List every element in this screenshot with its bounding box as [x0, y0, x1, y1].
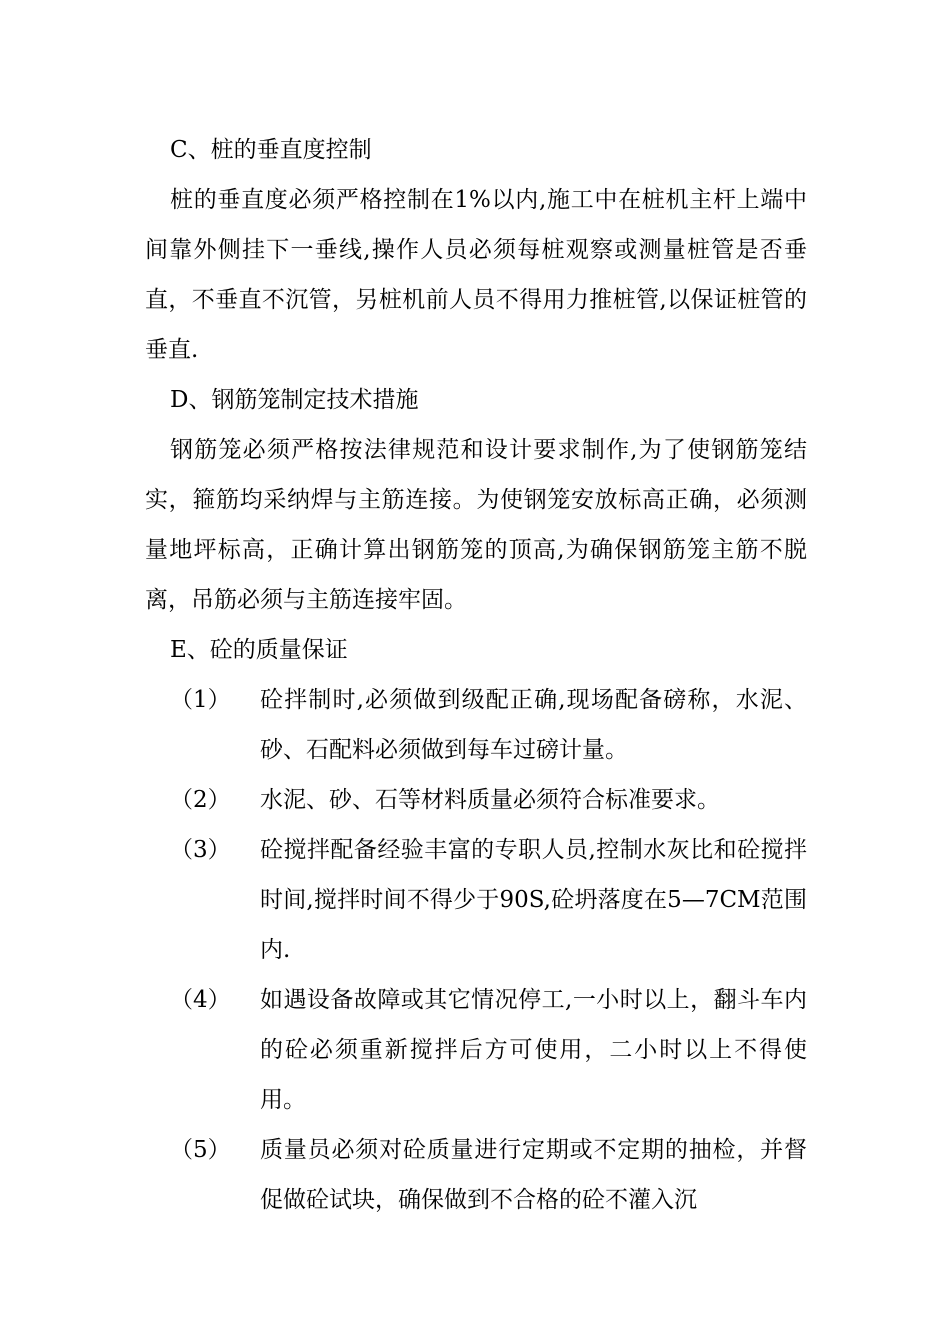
document-page — [145, 125, 807, 1225]
list-item-number: （2） — [170, 787, 231, 813]
list-item — [145, 975, 807, 1125]
list-item-number: （4） — [170, 987, 231, 1013]
list-item — [145, 825, 807, 975]
list-item-text: 质量员必须对砼质量进行定期或不定期的抽检，并督促做砼试块，确保做到不合格的砼不灌入沉 — [260, 1137, 807, 1213]
list-item-text: 水泥、砂、石等材料质量必须符合标准要求。 — [260, 787, 720, 813]
section-d-paragraph: 钢筋笼必须严格按法律规范和设计要求制作,为了使钢筋笼结实，箍筋均采纳焊与主筋连接。为使钢笼安放标高正确，必须测量地坪标高，正确计算出钢筋笼的顶高,为确保钢筋笼主筋不脱离，吊筋必须与主筋连接牢固。 — [145, 437, 807, 613]
list-item — [145, 775, 807, 825]
section-e-heading: E、砼的质量保证 — [170, 637, 348, 663]
list-item-text: 砼搅拌配备经验丰富的专职人员,控制水灰比和砼搅拌时间,搅拌时间不得少于90S,砼坍落度在5—7CM范围内. — [260, 837, 807, 963]
section-e-list — [145, 675, 807, 1225]
list-item — [145, 1125, 807, 1225]
section-c-paragraph: 桩的垂直度必须严格控制在1%以内,施工中在桩机主杆上端中间靠外侧挂下一垂线,操作人员必须每桩观察或测量桩管是否垂直，不垂直不沉管，另桩机前人员不得用力推桩管,以保证桩管的垂直. — [145, 187, 807, 363]
list-item-number: （1） — [170, 687, 231, 713]
list-item — [145, 675, 807, 775]
section-d-heading: D、钢筋笼制定技术措施 — [170, 387, 419, 413]
section-c-heading: C、桩的垂直度控制 — [170, 137, 372, 163]
list-item-text: 如遇设备故障或其它情况停工,一小时以上，翻斗车内的砼必须重新搅拌后方可使用，二小时以上不得使用。 — [260, 987, 807, 1113]
list-item-text: 砼拌制时,必须做到级配正确,现场配备磅称，水泥、砂、石配料必须做到每车过磅计量。 — [260, 687, 807, 763]
list-item-number: （5） — [170, 1137, 231, 1163]
list-item-number: （3） — [170, 837, 231, 863]
